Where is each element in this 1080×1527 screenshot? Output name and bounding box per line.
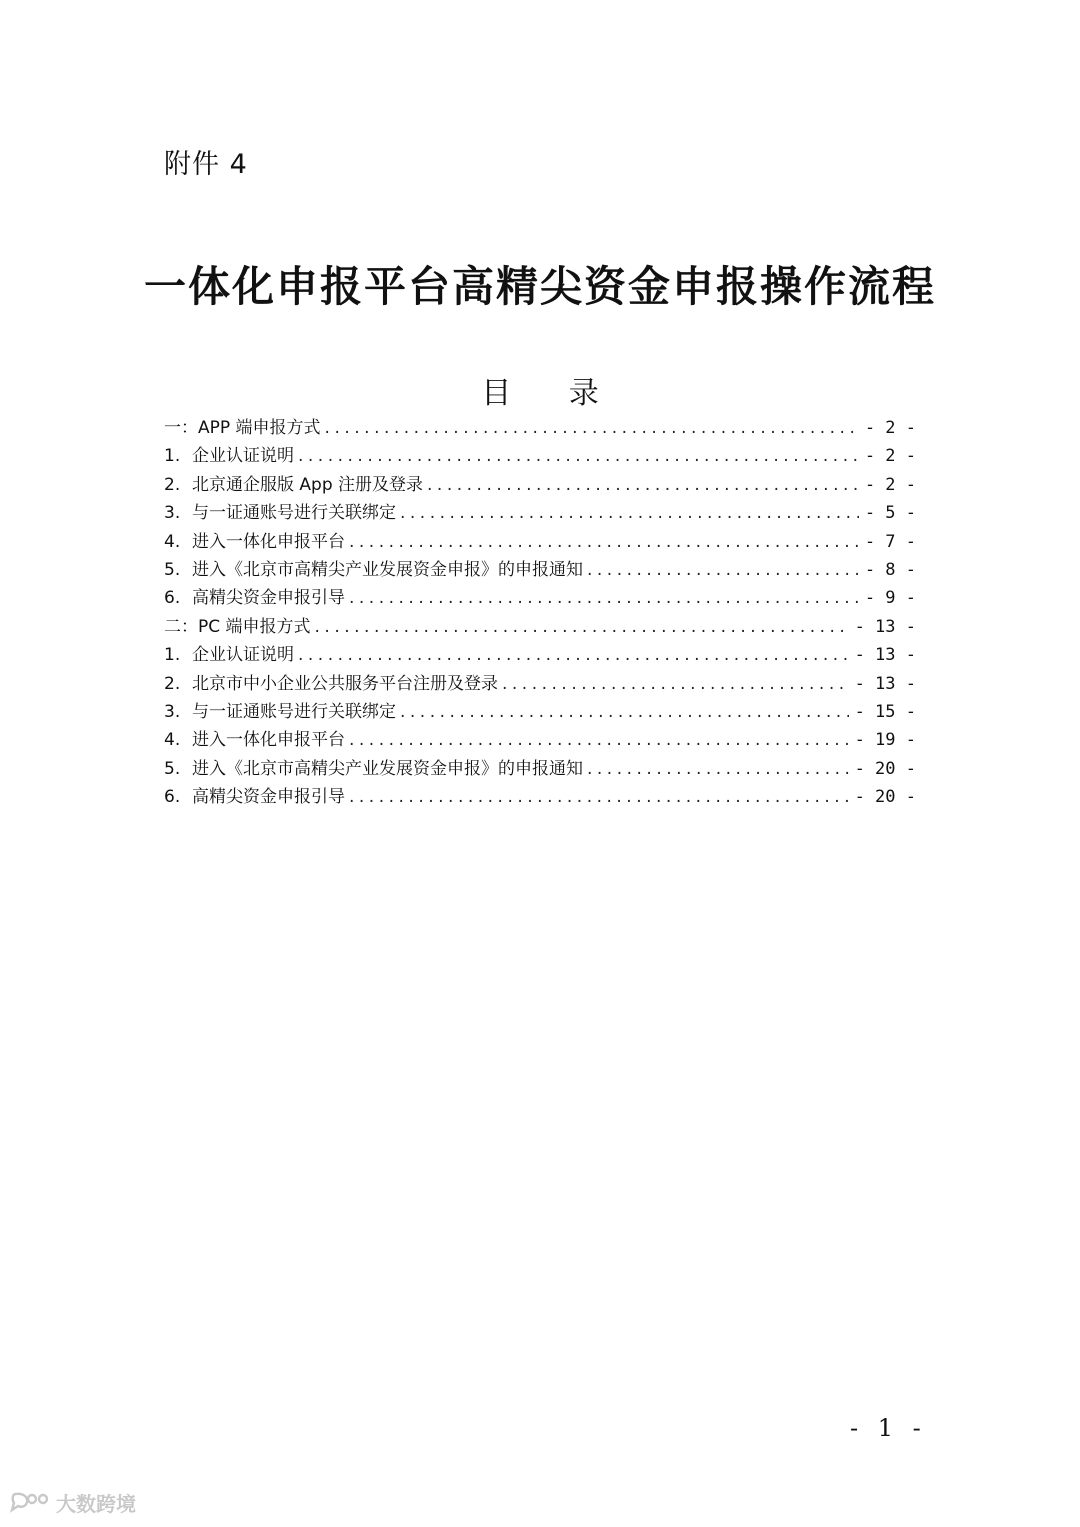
toc-entry[interactable] (164, 499, 916, 527)
toc-entry[interactable] (164, 641, 916, 669)
toc-entry-page: - 13 - (854, 673, 916, 694)
toc-entry-page: - 19 - (854, 730, 916, 751)
toc-entry[interactable] (164, 471, 916, 499)
toc-entry-text: 进入《北京市高精尖产业发展资金申报》的申报通知 (192, 758, 583, 779)
toc-entry-page: - 5 - (864, 503, 916, 524)
toc-entry-text: 企业认证说明 (192, 446, 294, 467)
toc-heading: 目 录 (481, 376, 623, 411)
toc-entry-page: - 2 - (864, 418, 916, 438)
toc-entry-page: - 2 - (864, 474, 916, 495)
toc-entry-page: - 20 - (854, 758, 916, 779)
watermark-text: 大数跨境 (56, 1492, 136, 1516)
toc-entry-number: 2. (164, 474, 181, 495)
toc-entry-page: - 9 - (864, 588, 916, 609)
toc-entry-text: 企业认证说明 (192, 645, 294, 666)
toc-entry[interactable] (164, 726, 916, 754)
toc-entry-number: 1. (164, 645, 181, 666)
toc-entry-number: 4. (164, 531, 181, 552)
toc-entry-page: - 20 - (854, 787, 916, 808)
toc-entry[interactable] (164, 755, 916, 783)
toc-entry[interactable] (164, 442, 916, 470)
toc-entry-number: 5. (164, 758, 181, 779)
toc-leader-dots (349, 783, 849, 811)
toc-leader-dots (315, 613, 849, 641)
toc-entry-number: 6. (164, 588, 181, 609)
toc-leader-dots (325, 414, 859, 442)
toc-entry-text: 二：PC 端申报方式 (164, 616, 311, 637)
toc-entry-page: - 13 - (854, 645, 916, 666)
toc-entry-number: 4. (164, 730, 181, 751)
toc-entry-text: 进入一体化申报平台 (192, 730, 345, 751)
toc-entry-text: 进入《北京市高精尖产业发展资金申报》的申报通知 (192, 559, 583, 580)
page-number: - 1 - (850, 1414, 927, 1442)
toc-leader-dots (502, 670, 849, 698)
toc-entry[interactable] (164, 613, 916, 641)
toc-entry-number: 5. (164, 559, 181, 580)
toc-entry-page: - 7 - (864, 531, 916, 552)
toc-entry[interactable] (164, 783, 916, 811)
toc-entry[interactable] (164, 556, 916, 584)
toc-entry[interactable] (164, 670, 916, 698)
toc-entry-text: 一：APP 端申报方式 (164, 418, 321, 438)
toc-leader-dots (427, 471, 859, 499)
toc-entry-number: 1. (164, 446, 181, 467)
toc-entry-page: - 8 - (864, 559, 916, 580)
toc-entry-number: 3. (164, 701, 181, 722)
chat-bubble-logo-icon (10, 1490, 52, 1516)
toc-leader-dots (587, 556, 859, 584)
toc-entry-number: 3. (164, 503, 181, 524)
toc-entry-page: - 15 - (854, 701, 916, 722)
toc-entry-text: 进入一体化申报平台 (192, 531, 345, 552)
toc-leader-dots (349, 726, 849, 754)
attachment-label: 附件 4 (164, 149, 248, 180)
toc-leader-dots (349, 584, 859, 612)
toc-entry-text: 北京通企服版 App 注册及登录 (192, 474, 424, 495)
watermark (10, 1488, 136, 1517)
toc-entry-page: - 2 - (864, 446, 916, 467)
table-of-contents (164, 414, 916, 811)
toc-entry-number: 2. (164, 673, 181, 694)
toc-entry-text: 高精尖资金申报引导 (192, 787, 345, 808)
toc-entry[interactable] (164, 414, 916, 442)
toc-entry-number: 6. (164, 787, 181, 808)
toc-leader-dots (400, 499, 859, 527)
document-title: 一体化申报平台高精尖资金申报操作流程 (143, 262, 936, 311)
toc-entry-page: - 13 - (854, 616, 916, 637)
toc-entry[interactable] (164, 584, 916, 612)
toc-leader-dots (298, 442, 859, 470)
toc-entry-text: 高精尖资金申报引导 (192, 588, 345, 609)
toc-leader-dots (587, 755, 849, 783)
toc-entry-text: 与一证通账号进行关联绑定 (192, 503, 396, 524)
toc-entry[interactable] (164, 528, 916, 556)
toc-leader-dots (349, 528, 859, 556)
toc-entry-text: 北京市中小企业公共服务平台注册及登录 (192, 673, 498, 694)
toc-leader-dots (400, 698, 849, 726)
toc-leader-dots (298, 641, 849, 669)
toc-entry-text: 与一证通账号进行关联绑定 (192, 701, 396, 722)
toc-entry[interactable] (164, 698, 916, 726)
